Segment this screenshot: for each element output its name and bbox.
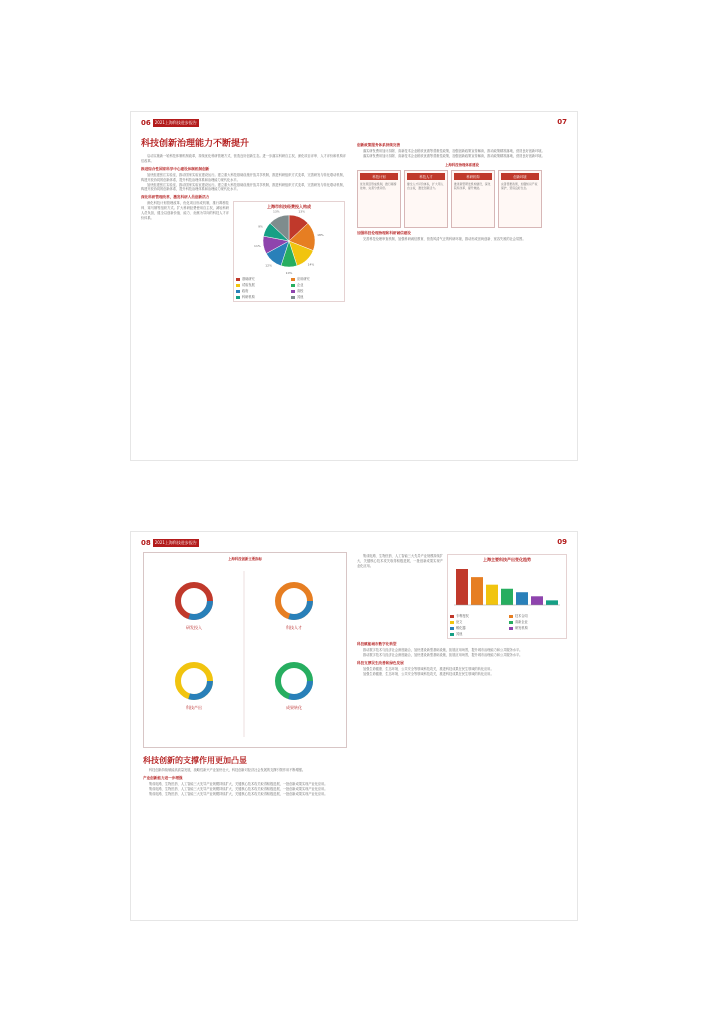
legend-item: 研发机构 bbox=[509, 625, 564, 630]
right-column bbox=[357, 140, 567, 242]
header-left bbox=[141, 538, 199, 548]
legend-item: 其他 bbox=[450, 631, 505, 636]
pie-label: 10% bbox=[285, 271, 293, 276]
card-title: 科研机构 bbox=[454, 173, 492, 180]
info-block bbox=[178, 665, 210, 710]
info-block bbox=[278, 665, 310, 710]
bar bbox=[546, 600, 558, 605]
bar bbox=[516, 592, 528, 605]
pie-chart bbox=[236, 209, 342, 276]
page-number-right: 07 bbox=[557, 118, 567, 126]
section-text: 推动数字技术与经济社会深度融合，加快建设新型基础设施，拓展应用场景，提升城市治理能力和公共服务水平。 bbox=[363, 652, 523, 657]
section-heading: 深化科研管理改革，激发科研人员创新活力 bbox=[141, 195, 210, 200]
section-text: 加强生命健康、生态环境、公共安全等领域科技攻关，推进科技成果在民生领域的转化应用。 bbox=[363, 671, 494, 676]
page-title: 科技创新治理能力不断提升 bbox=[141, 139, 250, 149]
legend-item: 科研机构 bbox=[236, 294, 287, 299]
card-body: 完善普惠政策，加强知识产权保护，营造良好生态。 bbox=[501, 181, 538, 190]
bar bbox=[456, 569, 468, 605]
info-block-label: 成果转化 bbox=[286, 705, 302, 710]
info-card bbox=[404, 170, 448, 228]
section-text: 落实研发费用加计扣除、高新技术企业税收优惠等普惠性政策，加强创新政策宣传解读，推动政策精准落地，营造良好创新环境。 bbox=[363, 153, 545, 158]
pie-chart-box bbox=[233, 201, 345, 302]
legend-item: 技术合同 bbox=[509, 613, 564, 618]
intro-text: 启动实施新一轮科技体制机制改革，持续优化科研管理方式，营造良好创新生态。进一步落实科研自主权，深化项目评审、人才评价和机构评估改革。 bbox=[141, 153, 346, 163]
page-number-left: 08 bbox=[141, 539, 151, 547]
legend-item: 高校 bbox=[291, 288, 342, 293]
pie-label: 13% bbox=[298, 209, 306, 214]
section-text: 集成电路、生物医药、人工智能三大先导产业规模持续扩大，关键核心技术攻关取得积极进展，一批创新成果实现产业化应用。 bbox=[149, 786, 328, 791]
section-text: 深化科技计划管理改革，优化项目形成机制，推行揭榜挂帅、赛马制等组织方式。扩大科研经费使用自主权，减轻科研人员负担，健全以创新价值、能力、贡献为导向的科技人才评价体系。 bbox=[141, 201, 229, 221]
section-heading: 产业创新能力进一步增强 bbox=[143, 775, 183, 780]
pie-label: 13% bbox=[272, 209, 280, 214]
section-heading: 创新政策服务体系持续完善 bbox=[357, 143, 401, 147]
pie-chart-title: 上海市科技经费投入构成 bbox=[267, 204, 311, 210]
bar-chart bbox=[450, 563, 564, 609]
legend-item: 高新企业 bbox=[509, 619, 564, 624]
legend-item: 专利授权 bbox=[450, 613, 505, 618]
header-left bbox=[141, 118, 199, 128]
page-spread-bottom bbox=[131, 532, 577, 920]
section-text: 完善科技伦理审查机制，加强科研诚信教育，营造风清气正的科研环境，推动形成崇尚创新、宽容失败的社会氛围。 bbox=[363, 236, 526, 241]
section-text: 集成电路、生物医药、人工智能三大先导产业规模持续扩大，关键核心技术攻关取得积极进展，一批创新成果实现产业化应用。 bbox=[149, 781, 328, 786]
page-spread-top bbox=[131, 112, 577, 460]
page-number-left: 06 bbox=[141, 119, 151, 127]
right-column bbox=[357, 554, 567, 677]
infographic bbox=[144, 561, 344, 747]
left-column bbox=[143, 756, 347, 796]
cards-title: 上海科技治理体系建设 bbox=[445, 162, 479, 167]
legend-item: 企业 bbox=[291, 282, 342, 287]
legend-item: 其他 bbox=[291, 294, 342, 299]
section-text: 推动数字技术与经济社会深度融合，加快建设新型基础设施，拓展应用场景，提升城市治理能力和公共服务水平。 bbox=[363, 648, 523, 652]
legend-item: 论文 bbox=[450, 619, 505, 624]
page-number-right: 09 bbox=[557, 538, 567, 546]
legend-item: 基础研究 bbox=[236, 276, 287, 281]
card-body: 健全人才评价体系，扩大用人自主权，激发创新活力。 bbox=[407, 181, 444, 190]
cards-row bbox=[357, 170, 567, 228]
left-column bbox=[141, 140, 346, 302]
bar bbox=[486, 585, 498, 605]
pie-label: 14% bbox=[307, 262, 315, 267]
info-block bbox=[178, 585, 210, 630]
info-block-label: 科技产出 bbox=[186, 705, 202, 710]
infographic-title: 上海科技创新主要指标 bbox=[228, 557, 262, 561]
infographic-box bbox=[143, 552, 347, 748]
info-card bbox=[498, 170, 542, 228]
bar-chart-title: 上海主要科技产出变化趋势 bbox=[483, 557, 531, 562]
pie-legend bbox=[236, 276, 342, 299]
legend-item: 应用研究 bbox=[291, 276, 342, 281]
header-tag: 2021上海科技进步报告 bbox=[154, 120, 197, 125]
pie-label: 11% bbox=[254, 244, 261, 249]
section-text: 落实研发费用加计扣除、高新技术企业税收优惠等普惠性政策，加强创新政策宣传解读，推动政策精准落地，营造良好创新环境。 bbox=[363, 149, 545, 153]
info-card bbox=[451, 170, 495, 228]
bar bbox=[531, 596, 543, 605]
intro-text: 科技创新持续赋能高质量发展，战略性新兴产业加快壮大，科技创新对经济社会发展的支撑引领作用不断增强。 bbox=[149, 767, 306, 772]
legend-item: 政府 bbox=[236, 288, 287, 293]
section-text: 加强生命健康、生态环境、公共安全等领域科技攻关，推进科技成果在民生领域的转化应用。 bbox=[363, 666, 494, 671]
section-text: 集成电路、生物医药、人工智能三大先导产业规模持续扩大，关键核心技术攻关取得积极进展，一批创新成果实现产业化应用。 bbox=[149, 791, 328, 796]
info-card bbox=[357, 170, 401, 228]
card-body: 优化项目形成机制，推行揭榜挂帅，完善分类评价。 bbox=[360, 181, 397, 190]
bar bbox=[501, 589, 513, 605]
page-title: 科技创新的支撑作用更加凸显 bbox=[143, 755, 247, 765]
section-heading: 科技支撑民生改善和绿色发展 bbox=[357, 660, 404, 665]
card-title: 科技计划 bbox=[360, 173, 398, 180]
card-title: 创新环境 bbox=[501, 173, 539, 180]
header-tag: 2021上海科技进步报告 bbox=[154, 540, 197, 545]
info-block-label: 研发投入 bbox=[186, 625, 202, 630]
section-text: 加快组建张江实验室，推动国家实验室建设运行。建立重大科技基础设施开放共享机制，推进科研组织方式变革，完善研发与转化联动机制，构建开放协同的创新体系，提升科技治理体系和治理能力现代化水平。 bbox=[141, 182, 346, 192]
section-heading: 推进综合性国家科学中心建设体制机制创新 bbox=[141, 166, 210, 171]
card-body: 推进新型研发机构建设，深化院所改革，提升效能。 bbox=[454, 181, 491, 190]
info-block bbox=[278, 585, 310, 630]
bar-legend bbox=[450, 613, 564, 636]
legend-item: 孵化器 bbox=[450, 625, 505, 630]
card-title: 科技人才 bbox=[407, 173, 445, 180]
pie-label: 9% bbox=[258, 224, 263, 229]
section-text: 加快组建张江实验室，推动国家实验室建设运行。建立重大科技基础设施开放共享机制，推进科研组织方式变革，完善研发与转化联动机制，构建开放协同的创新体系，提升科技治理体系和治理能力现代化水平。 bbox=[141, 172, 346, 182]
pie-label: 18% bbox=[317, 233, 324, 238]
section-heading: 科技赋能城市数字化转型 bbox=[357, 642, 397, 646]
bar-chart-box bbox=[447, 554, 567, 639]
info-block-label: 科技人才 bbox=[286, 625, 302, 630]
legend-item: 试验发展 bbox=[236, 282, 287, 287]
section-text: 集成电路、生物医药、人工智能三大先导产业规模持续扩大，关键核心技术攻关取得积极进展，一批创新成果实现产业化应用。 bbox=[357, 554, 443, 568]
bar bbox=[471, 577, 483, 605]
pie-label: 12% bbox=[265, 263, 272, 268]
section-heading: 加强科技伦理治理和科研诚信建设 bbox=[357, 230, 411, 235]
